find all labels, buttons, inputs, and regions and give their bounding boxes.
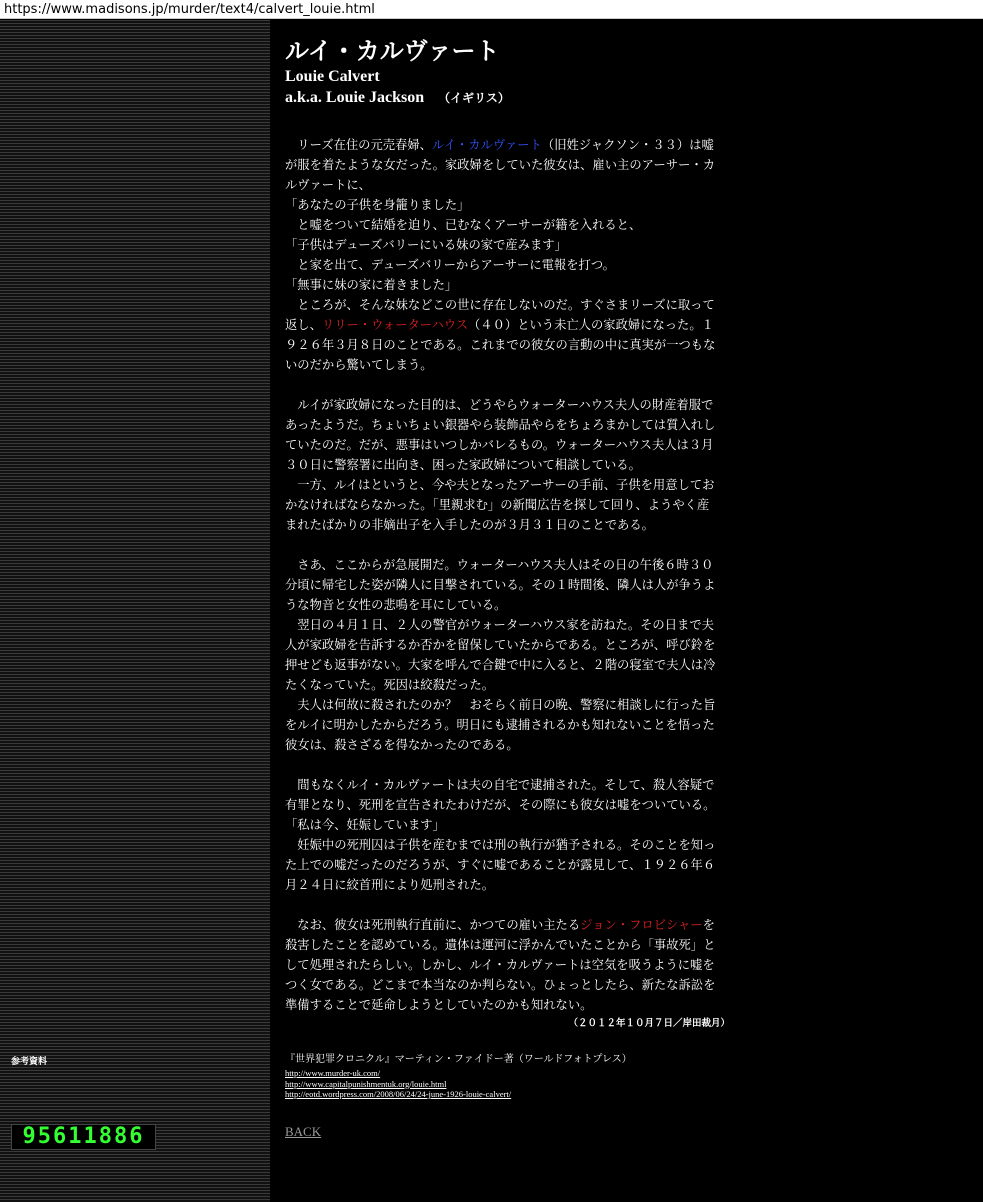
paragraph-line: [285, 475, 745, 495]
text-run: なお、彼女は死刑執行直前に、かつての雇い主たる: [285, 918, 581, 932]
text-run: たくなっていた。死因は絞殺だった。: [285, 678, 495, 692]
text-run: 一方、ルイはというと、今や夫となったアーサーの手前、子供を用意してお: [285, 478, 715, 492]
paragraph-line: [285, 595, 745, 615]
article-paragraph: [285, 395, 745, 535]
person-name-link[interactable]: ルイ・カルヴァート: [431, 138, 542, 152]
references-section: [285, 1053, 745, 1100]
text-run: いのだから驚いてしまう。: [285, 358, 433, 372]
paragraph-line: [285, 435, 745, 455]
paragraph-line: [285, 635, 745, 655]
paragraph-line: [285, 855, 745, 875]
paragraph-line: [285, 395, 745, 415]
text-run: して処理されたらしい。しかし、ルイ・カルヴァートは空気を吸うように嘘を: [285, 958, 715, 972]
sidebar: [0, 20, 270, 1202]
paragraph-line: [285, 575, 745, 595]
paragraph-line: [285, 735, 745, 755]
text-run: かなければならなかった。「里親求む」の新聞広告を探して回り、ようやく産: [285, 498, 710, 512]
references-label: 参考資料: [11, 1057, 48, 1067]
text-run: さあ、ここからが急展開だ。ウォーターハウス夫人はその日の午後６時３０: [285, 558, 714, 572]
paragraph-line: [285, 615, 745, 635]
article-paragraph: [285, 915, 745, 1015]
text-run: を: [702, 918, 715, 932]
paragraph-line: [285, 295, 745, 315]
text-run: 人が家政婦を告訴するか否かを留保していたからである。ところが、呼び鈴を: [285, 638, 716, 652]
reference-book: 『世界犯罪クロニクル』マーティン・ファイドー著（ワールドフォトプレス）: [285, 1054, 632, 1065]
text-run: 準備することで延命しようとしていたのかも知れない。: [285, 998, 593, 1012]
paragraph-line: [285, 315, 745, 335]
text-run: が服を着たような女だった。家政婦をしていた彼女は、雇い主のアーサー・カ: [285, 158, 716, 172]
text-run: 翌日の４月１日、２人の警官がウォーターハウス家を訪ねた。その日まで夫: [285, 618, 714, 632]
paragraph-line: [285, 235, 745, 255]
paragraph-line: [285, 915, 745, 935]
text-run: と家を出て、デューズバリーからアーサーに電報を打つ。: [285, 258, 615, 272]
paragraph-line: [285, 335, 745, 355]
text-run: をルイに明かしたからだろう。明日にも逮捕されるかも知れないことを悟った: [285, 718, 715, 732]
text-run: 彼女は、殺さざるを得なかったのである。: [285, 738, 519, 752]
paragraph-line: [285, 275, 745, 295]
article-alias: a.k.a. Louie Jackson: [285, 89, 425, 106]
text-run: 「無事に妹の家に着きました」: [285, 278, 458, 292]
paragraph-line: [285, 995, 745, 1015]
paragraph-line: [285, 175, 745, 195]
text-run: 返し、: [285, 318, 322, 332]
text-run: 妊娠中の死刑囚は子供を産むまでは刑の執行が猶予される。そのことを知っ: [285, 838, 716, 852]
paragraph-line: [285, 675, 745, 695]
paragraph-line: [285, 255, 745, 275]
text-run: ていたのだ。だが、悪事はいつしかバレるもの。ウォーターハウス夫人は３月: [285, 438, 714, 452]
paragraph-line: [285, 195, 745, 215]
paragraph-line: [285, 835, 745, 855]
text-run: うな物音と女性の悲鳴を耳にしている。: [285, 598, 507, 612]
paragraph-line: [285, 155, 745, 175]
reference-link[interactable]: http://www.capitalpunishmentuk.org/louie.html: [285, 1078, 447, 1089]
text-run: あったようだ。ちょいちょい銀器やら装飾品やらをちょろまかしては質入れし: [285, 418, 716, 432]
paragraph-line: [285, 695, 745, 715]
paragraph-line: [285, 215, 745, 235]
reference-link[interactable]: http://eotd.wordpress.com/2008/06/24/24-june-1926-louie-calvert/: [285, 1089, 512, 1099]
text-run: まれたばかりの非嫡出子を入手したのが３月３１日のことである。: [285, 518, 654, 532]
text-run: （４０）という未亡人の家政婦になった。１: [468, 318, 714, 332]
paragraph-line: [285, 655, 745, 675]
paragraph-line: [285, 715, 745, 735]
paragraph-line: [285, 875, 745, 895]
article-paragraph: [285, 775, 745, 895]
paragraph-line: [285, 455, 745, 475]
text-run: リーズ在住の元売春婦、: [285, 138, 432, 152]
text-run: と嘘をついて結婚を迫り、已むなくアーサーが籍を入れると、: [285, 218, 642, 232]
paragraph-line: [285, 955, 745, 975]
paragraph-line: [285, 515, 745, 535]
text-run: た上での嘘だったのだろうが、すぐに嘘であることが露見して、１９２６年６: [285, 858, 716, 872]
text-run: 「あなたの子供を身籠りました」: [285, 198, 470, 212]
article-title: ルイ・カルヴァート: [285, 37, 500, 65]
paragraph-line: [285, 555, 745, 575]
article-alias-line: [285, 89, 510, 107]
text-run: つく女である。どこまで本当なのか判らない。ひょっとしたら、新たな訴訟を: [285, 978, 716, 992]
article-paragraph: [285, 555, 745, 755]
reference-link[interactable]: http://www.murder-uk.com/: [285, 1068, 381, 1078]
visit-counter-value: 95611886: [22, 1124, 145, 1149]
text-run: 間もなくルイ・カルヴァートは夫の自宅で逮捕された。そして、殺人容疑で: [285, 778, 715, 792]
text-run: ところが、そんな妹などこの世に存在しないのだ。すぐさまリーズに取って: [285, 298, 715, 312]
person-name-link[interactable]: リリー・ウォーターハウス: [321, 318, 468, 332]
paragraph-line: [285, 135, 745, 155]
paragraph-line: [285, 795, 745, 815]
visit-counter: [11, 1124, 156, 1150]
text-run: 分頃に帰宅した姿が隣人に目撃されている。その１時間後、隣人は人が争うよ: [285, 578, 716, 592]
person-name-link[interactable]: ジョン・フロビシャー: [580, 918, 703, 932]
paragraph-line: [285, 975, 745, 995]
paragraph-line: [285, 415, 745, 435]
text-run: 有罪となり、死刑を宣告されたわけだが、その際にも彼女は嘘をついている。: [285, 798, 716, 812]
text-run: 殺害したことを認めている。遺体は運河に浮かんでいたことから「事故死」と: [285, 938, 716, 952]
text-run: ３０日に警察署に出向き、困った家政婦について相談している。: [285, 458, 641, 472]
paragraph-line: [285, 935, 745, 955]
text-run: （旧姓ジャクソン・３３）は嘘: [541, 138, 714, 152]
text-run: 押せども返事がない。大家を呼んで合鍵で中に入ると、２階の寝室で夫人は冷: [285, 658, 716, 672]
article-paragraph: [285, 135, 745, 375]
address-bar[interactable]: https://www.madisons.jp/murder/text4/calvert_louie.html: [0, 0, 983, 19]
paragraph-line: [285, 355, 745, 375]
text-run: ９２６年３月８日のことである。これまでの彼女の言動の中に真実が一つもな: [285, 338, 716, 352]
article-name-english: Louie Calvert: [285, 68, 380, 85]
text-run: 「私は今、妊娠しています」: [285, 818, 445, 832]
text-run: 「子供はデューズバリーにいる妹の家で産みます」: [285, 238, 567, 252]
article-date-signature: （２０１２年１０月７日／岸田裁月）: [568, 1018, 730, 1029]
article-nationality: （イギリス）: [438, 91, 510, 105]
text-run: 夫人は何故に殺されたのか？ おそらく前日の晩、警察に相談しに行った旨: [285, 698, 716, 712]
text-run: ルヴァートに、: [285, 178, 371, 192]
article-body: [285, 135, 745, 1035]
text-run: 月２４日に絞首刑により処刑された。: [285, 878, 495, 892]
back-link[interactable]: BACK: [285, 1124, 322, 1139]
text-run: ルイが家政婦になった目的は、どうやらウォーターハウス夫人の財産着服で: [285, 398, 714, 412]
paragraph-line: [285, 495, 745, 515]
paragraph-line: [285, 775, 745, 795]
paragraph-line: [285, 815, 745, 835]
